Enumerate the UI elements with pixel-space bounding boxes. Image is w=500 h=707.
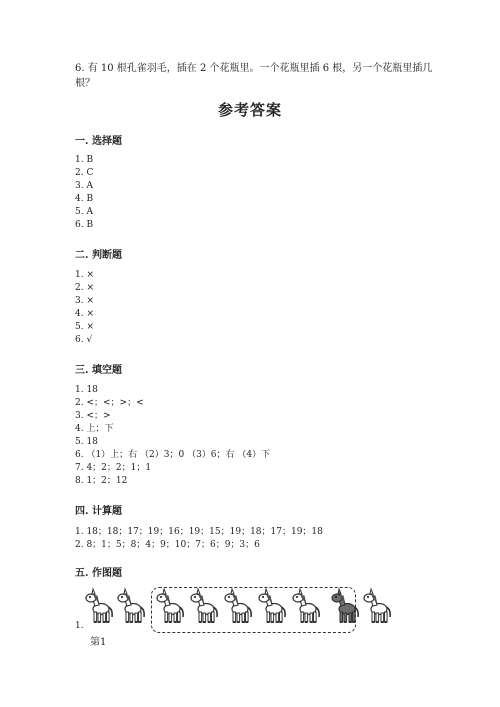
section-heading-calc: 四. 计算题 [75,506,122,517]
answers-title: 参考答案 [217,101,282,119]
horse-icon [256,587,288,627]
horse-icon [329,587,361,627]
answer-item: 1. × [75,270,94,280]
horse-icon [83,587,115,627]
section-heading-fill: 三. 填空题 [75,365,122,376]
answer-item: 6. B [75,220,94,230]
answer-item: 2. × [75,283,94,293]
horse-icon [188,587,220,627]
section-heading-draw: 五. 作图题 [75,568,122,579]
answer-item: 1. 18 [75,385,98,395]
answer-item: 7. 4；2；2；1；1 [75,463,152,473]
answer-item: 6. √ [75,335,93,345]
horse-icon [222,587,254,627]
answer-item: 3. × [75,296,94,306]
answer-item: 2. 8；1；5；8；4；9；10；7；6；9；3；6 [75,540,260,550]
answer-item: 4. 上；下 [75,424,114,434]
horse-icon [361,587,393,627]
section-heading-judge: 二. 判断题 [75,250,122,261]
question-6: 6. 有 10 根孔雀羽毛，插在 2 个花瓶里。一个花瓶里插 6 根，另一个花瓶里插几根？ [75,63,433,89]
drawing-answer-label: 1. [75,621,84,631]
answer-item: 3. A [75,181,93,191]
section-heading-choice: 一. 选择题 [75,136,122,147]
answer-item: 6. （1）上；右 （2）3；0 （3）6；右 （4）下 [75,450,271,460]
answer-item: 5. A [75,207,93,217]
answer-item: 4. × [75,309,94,319]
fill-answers [75,384,270,488]
answer-item: 4. B [75,194,94,204]
answer-item: 3. <；> [75,411,111,421]
answer-item: 8. 1；2；12 [75,476,128,486]
answer-item: 1. 18；18；17；19；16；19；15；19；18；17；19；18 [75,527,323,537]
answer-item: 5. 18 [75,437,98,447]
horse-drawing [75,585,435,655]
horse-icon [115,587,147,627]
first-label: 第1 [90,637,107,648]
judge-answers [75,269,94,347]
answer-item: 2. C [75,168,94,178]
horse-icon [290,587,322,627]
answer-item: 1. B [75,155,94,165]
horse-icon [154,587,186,627]
answer-item: 2. <；<；>；< [75,398,144,408]
calc-answers [75,526,323,552]
answer-item: 5. × [75,322,94,332]
choice-answers [75,154,93,232]
